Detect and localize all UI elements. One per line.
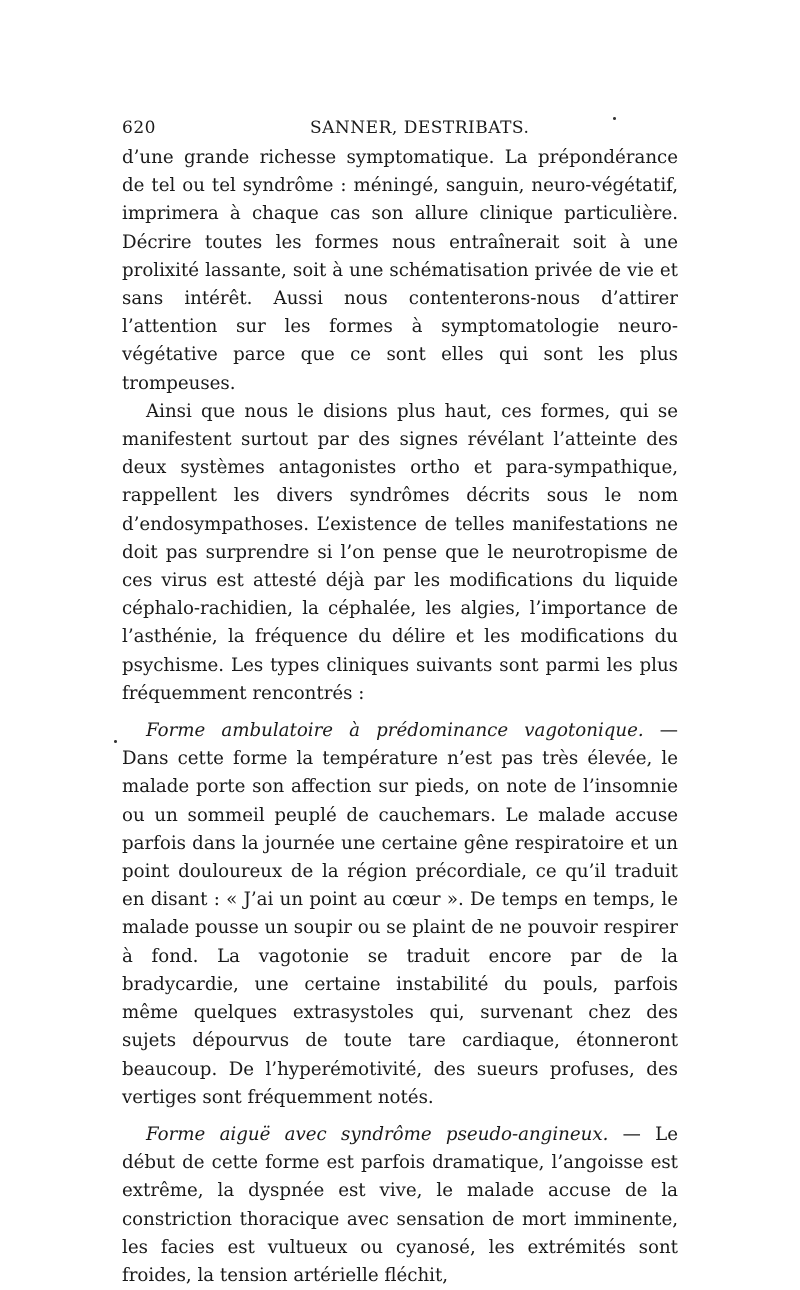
print-speck-top: [613, 117, 616, 120]
page-body: [122, 144, 678, 1290]
page-number: 620: [122, 118, 156, 138]
paragraph-acute-form: [122, 1121, 678, 1290]
paragraph-neurovegetative-forms: Ainsi que nous le disions plus haut, ces formes, qui se manifestent surtout par des signes révélant l’atteinte des deux systèmes antagonistes ortho et para-sympathique, rappellent les divers syndrômes décrits sous le nom d’endosympathoses. L’existence de telles manifestations ne doit pas surprendre si l’on pense que le neurotropisme de ces virus est attesté déjà par les modifications du liquide céphalo-rachidien, la céphalée, les algies, l’importance de l’asthénie, la fréquence du délire et les modifications du psychisme. Les types cliniques suivants sont parmi les plus fréquemment rencontrés :: [122, 400, 678, 704]
book-page: [122, 118, 678, 1290]
paragraph-continuation: d’une grande richesse symptomatique. La prépondérance de tel ou tel syndrôme : méningé, sanguin, neuro-végétatif, imprimera à chaque cas son allure clinique particulière. Décrire toutes les formes nous entraînerait soit à une prolixité lassante, soit à une schématisation privée de vie et sans intérêt. Aussi nous contenterons-nous d’attirer l’attention sur les formes à symptomatologie neuro-végétative parce que ce sont elles qui sont les plus trompeuses.: [122, 147, 678, 394]
section-title-ambulatory-form: Forme ambulatoire à prédominance vagotonique.: [146, 720, 644, 742]
section-title-acute-form: Forme aiguë avec syndrôme pseudo-angineux.: [146, 1123, 609, 1145]
running-head: SANNER, DESTRIBATS.: [310, 118, 530, 138]
page-header: [122, 118, 678, 144]
paragraph-ambulatory-form: [122, 717, 678, 1112]
section-text-acute-form: — Le début de cette forme est parfois dramatique, l’angoisse est extrême, la dyspnée est vive, le malade accuse de la constriction thoracique avec sensation de mort imminente, les facies est vultueux ou cyanosé, les extrémités sont froides, la tension artérielle fléchit,: [122, 1123, 678, 1286]
print-speck-margin: [114, 740, 117, 743]
section-text-ambulatory-form: — Dans cette forme la température n’est pas très élevée, le malade porte son affection sur pieds, on note de l’insomnie ou un sommeil peuplé de cauchemars. Le malade accuse parfois dans la journée une certaine gêne respiratoire et un point douloureux de la région précordiale, ce qu’il traduit en disant : « J’ai un point au cœur ». De temps en temps, le malade pousse un soupir ou se plaint de ne pouvoir respirer à fond. La vagotonie se traduit encore par de la bradycardie, une certaine instabilité du pouls, parfois même quelques extrasystoles qui, survenant chez des sujets dépourvus de toute tare cardiaque, étonneront beaucoup. De l’hyperémotivité, des sueurs profuses, des vertiges sont fréquemment notés.: [122, 720, 678, 1108]
